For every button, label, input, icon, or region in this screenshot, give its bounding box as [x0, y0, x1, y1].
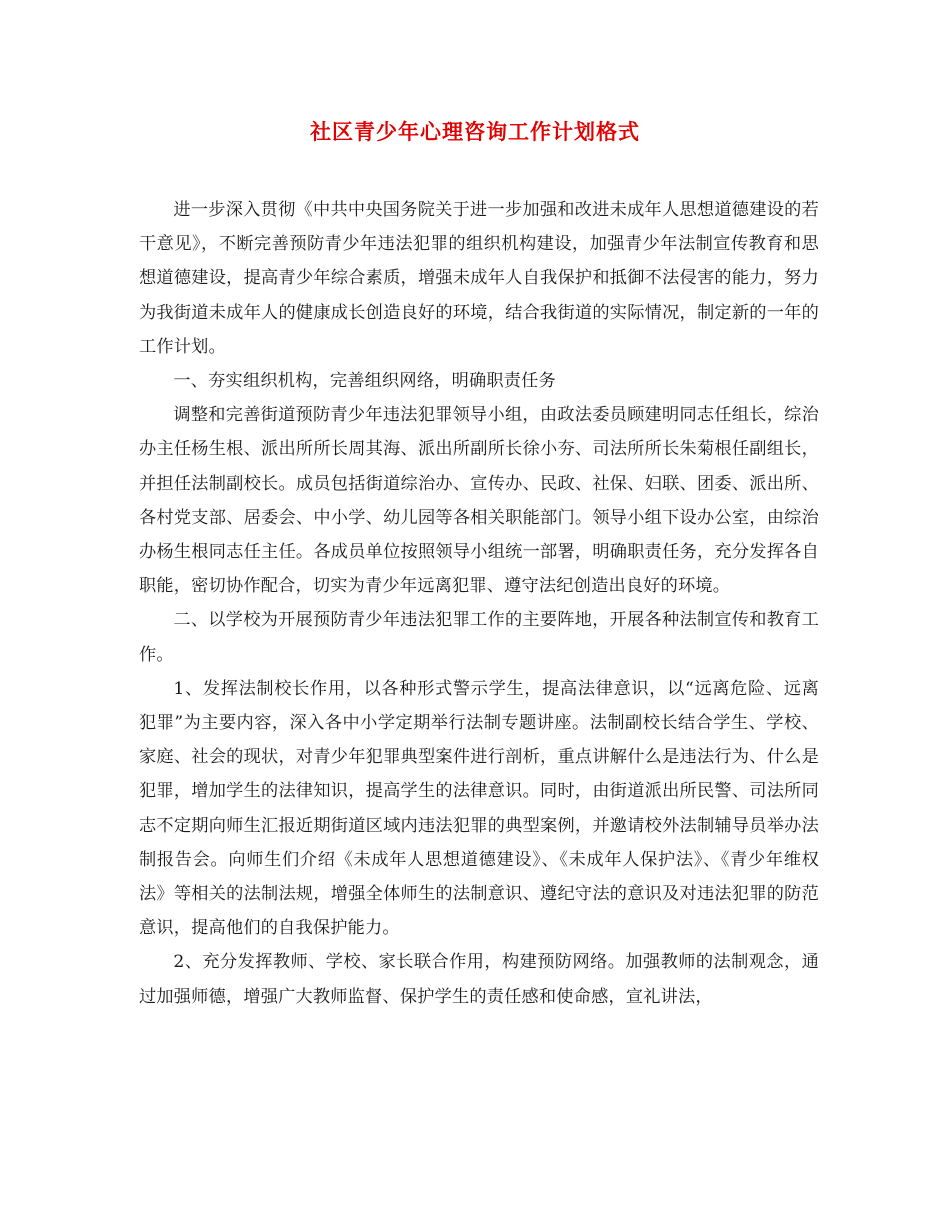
section-heading-1: 一、夯实组织机构，完善组织网络，明确职责任务	[173, 371, 556, 392]
intro-paragraph: 进一步深入贯彻《中共中央国务院关于进一步加强和改进未成年人思想道德建设的若干意见》，不断完善预防青少年违法犯罪的组织机构建设，加强青少年法制宣传教育和思想道德建设，提高青少年综合素质，增强未成年人自我保护和抵御不法侵害的能力，努力为我街道未成年人的健康成长创造良好的环境，结合我街道的实际情况，制定新的一年的工作计划。	[139, 200, 819, 357]
document-body	[139, 193, 819, 1014]
document-title: 社区青少年心理咨询工作计划格式	[310, 119, 640, 144]
section-1-paragraph: 调整和完善街道预防青少年违法犯罪领导小组，由政法委员顾建明同志任组长，综治办主任杨生根、派出所所长周其海、派出所副所长徐小夯、司法所所长朱菊根任副组长，并担任法制副校长。成员包括街道综治办、宣传办、民政、社保、妇联、团委、派出所、各村党支部、居委会、中小学、幼儿园等各相关职能部门。领导小组下设办公室，由综治办杨生根同志任主任。各成员单位按照领导小组统一部署，明确职责任务，充分发挥各自职能，密切协作配合，切实为青少年远离犯罪、遵守法纪创造出良好的环境。	[139, 405, 819, 597]
item-2-paragraph: 2、充分发挥教师、学校、家长联合作用，构建预防网络。加强教师的法制观念，通过加强师德，增强广大教师监督、保护学生的责任感和使命感，宣礼讲法，	[139, 952, 819, 1007]
item-1-paragraph: 1、发挥法制校长作用，以各种形式警示学生，提高法律意识，以“远离危险、远离犯罪”为主要内容，深入各中小学定期举行法制专题讲座。法制副校长结合学生、学校、家庭、社会的现状，对青少年犯罪典型案件进行剖析，重点讲解什么是违法行为、什么是犯罪，增加学生的法律知识，提高学生的法律意识。同时，由街道派出所民警、司法所同志不定期向师生汇报近期街道区域内违法犯罪的典型案例，并邀请校外法制辅导员举办法制报告会。向师生们介绍《未成年人思想道德建设》、《未成年人保护法》、《青少年维权法》等相关的法制法规，增强全体师生的法制意识、遵纪守法的意识及对违法犯罪的防范意识，提高他们的自我保护能力。	[139, 678, 819, 939]
section-heading-2: 二、以学校为开展预防青少年违法犯罪工作的主要阵地，开展各种法制宣传和教育工作。	[139, 610, 819, 665]
